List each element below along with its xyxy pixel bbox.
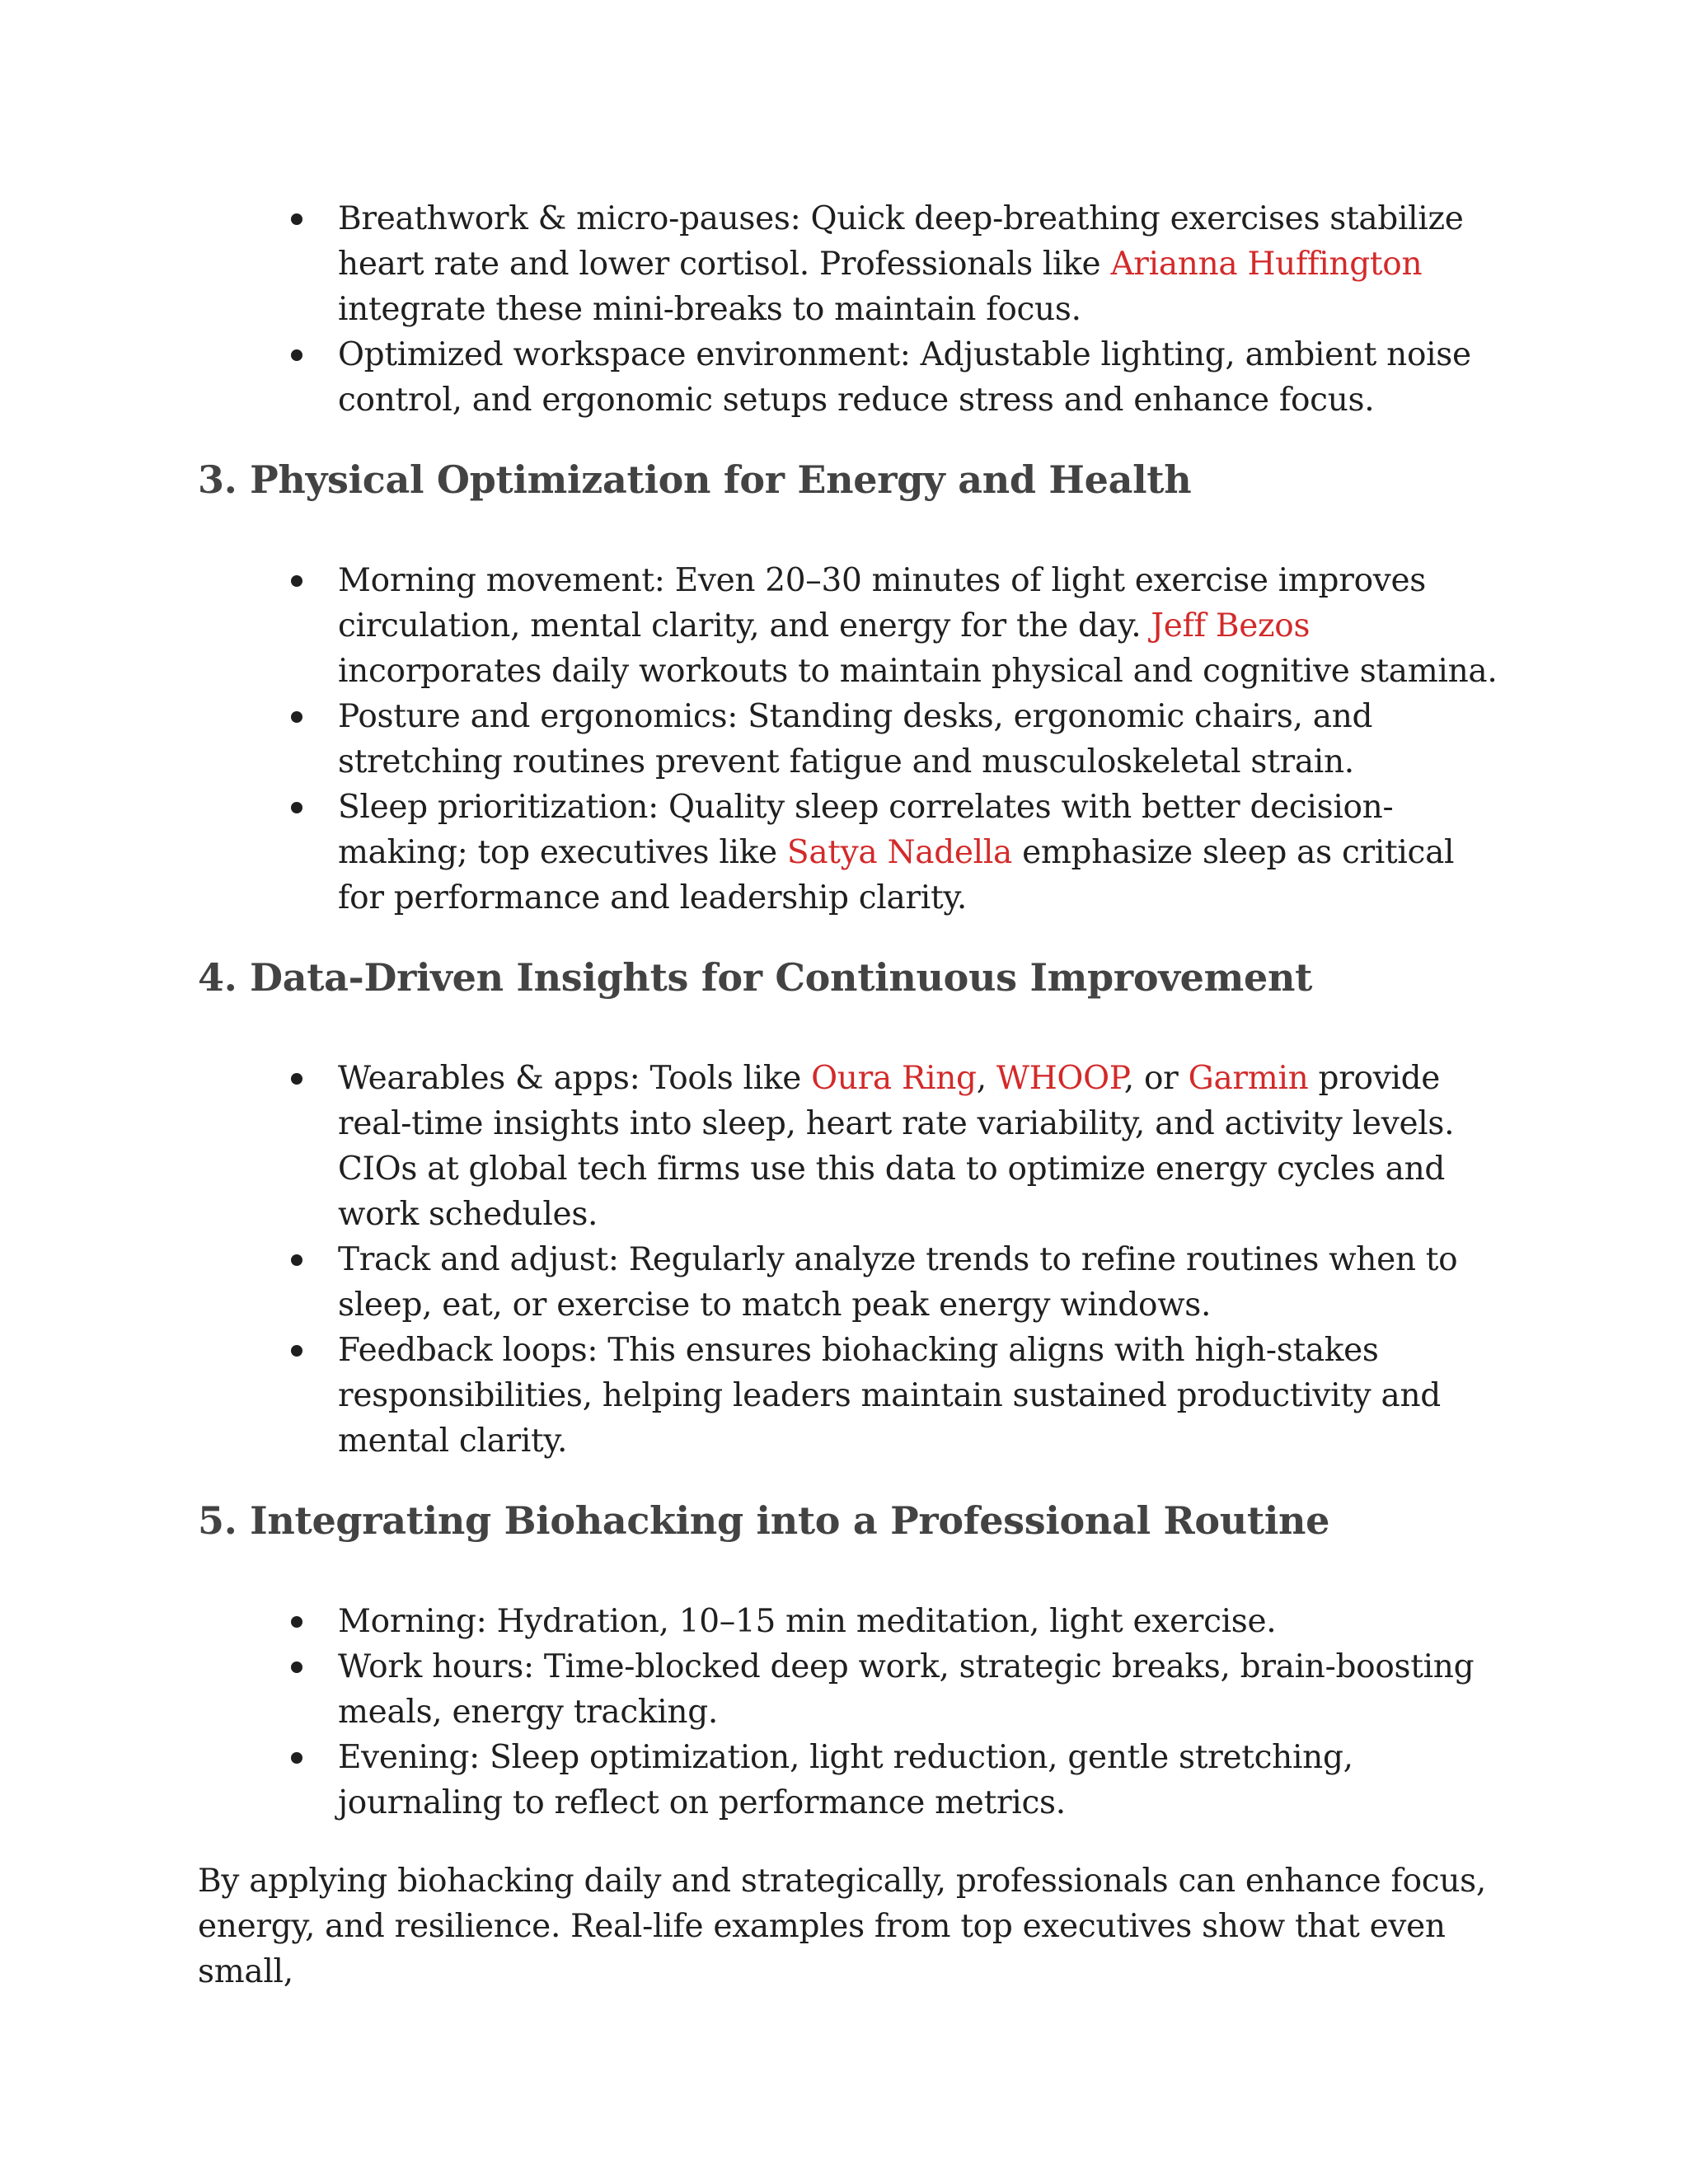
link-whoop[interactable]: WHOOP bbox=[996, 1060, 1124, 1097]
link-arianna-huffington[interactable]: Arianna Huffington bbox=[1110, 246, 1423, 283]
list-item: Optimized workspace environment: Adjustable lighting, ambient noise control, and ergonomic setups reduce stress and enhance focus. bbox=[198, 332, 1500, 423]
closing-paragraph: By applying biohacking daily and strategically, professionals can enhance focus, energy, and resilience. Real-life examples from top executives show that even small, bbox=[198, 1863, 1486, 1990]
bullet-list-physical bbox=[198, 558, 1500, 921]
list-item: Work hours: Time-blocked deep work, strategic breaks, brain-boosting meals, energy tracking. bbox=[198, 1644, 1500, 1735]
section-heading-data-driven-insights: 4. Data-Driven Insights for Continuous Improvement bbox=[198, 955, 1313, 1000]
list-item: Morning movement: Even 20–30 minutes of light exercise improves circulation, mental clarity, and energy for the day. Jeff Bezos incorporates daily workouts to maintain physical and cognitive stamina. bbox=[198, 558, 1500, 694]
bullet-list-data-driven bbox=[198, 1056, 1500, 1464]
list-item: Wearables & apps: Tools like Oura Ring, WHOOP, or Garmin provide real-time insights into sleep, heart rate variability, and activity levels. CIOs at global tech firms use this data to optimize energy cycles and work schedules. bbox=[198, 1056, 1500, 1237]
link-satya-nadella[interactable]: Satya Nadella bbox=[786, 834, 1012, 871]
list-item: Breathwork & micro-pauses: Quick deep-breathing exercises stabilize heart rate and lower cortisol. Professionals like Arianna Huffington integrate these mini-breaks to maintain focus. bbox=[198, 196, 1500, 332]
bullet-list-routine bbox=[198, 1599, 1500, 1825]
bullet-list-continued bbox=[198, 196, 1500, 423]
link-garmin[interactable]: Garmin bbox=[1188, 1060, 1309, 1097]
list-item: Sleep prioritization: Quality sleep correlates with better decision-making; top executives like Satya Nadella emphasize sleep as critical for performance and leadership clarity. bbox=[198, 785, 1500, 921]
link-jeff-bezos[interactable]: Jeff Bezos bbox=[1151, 607, 1311, 644]
list-item: Track and adjust: Regularly analyze trends to refine routines when to sleep, eat, or exercise to match peak energy windows. bbox=[198, 1237, 1500, 1328]
section-heading-professional-routine: 5. Integrating Biohacking into a Professional Routine bbox=[198, 1498, 1330, 1543]
list-item: Posture and ergonomics: Standing desks, ergonomic chairs, and stretching routines prevent fatigue and musculoskeletal strain. bbox=[198, 694, 1500, 785]
list-item: Evening: Sleep optimization, light reduction, gentle stretching, journaling to reflect on performance metrics. bbox=[198, 1735, 1500, 1825]
list-item: Feedback loops: This ensures biohacking aligns with high-stakes responsibilities, helping leaders maintain sustained productivity and mental clarity. bbox=[198, 1328, 1500, 1464]
list-item: Morning: Hydration, 10–15 min meditation, light exercise. bbox=[198, 1599, 1500, 1644]
document-body bbox=[198, 196, 1500, 1994]
section-heading-physical-optimization: 3. Physical Optimization for Energy and Health bbox=[198, 457, 1192, 502]
link-oura-ring[interactable]: Oura Ring bbox=[811, 1060, 977, 1097]
